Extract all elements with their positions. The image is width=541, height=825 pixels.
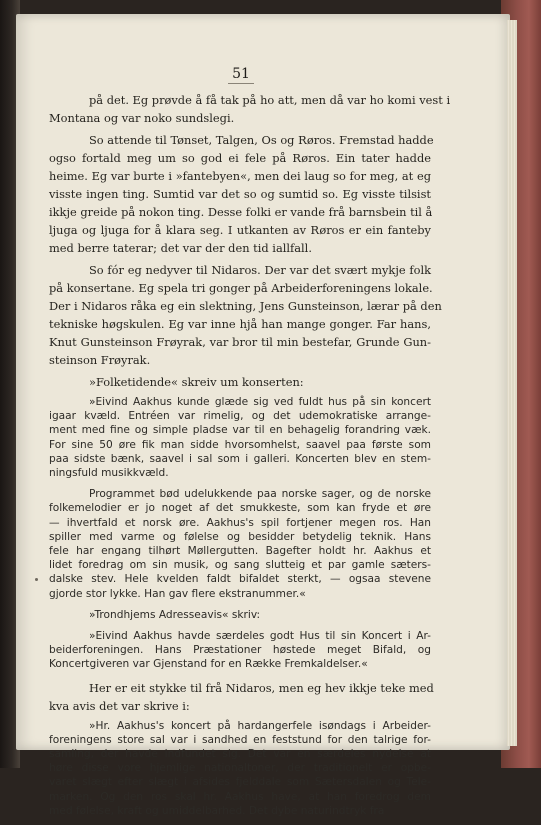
body-paragraph: [49, 131, 434, 257]
text-line: »Folketidende« skreiv um konserten:: [89, 375, 304, 389]
page-text: [49, 91, 451, 825]
text-line: kva avis det var skrive i:: [49, 698, 190, 713]
paragraph-gap: [49, 818, 431, 825]
text-line: heime. Eg var burte i »fantebyen«, men dei laug so for meg, at eg: [49, 169, 431, 183]
text-line: på det. Eg prøvde å få tak på ho att, men då var ho komi vest i: [89, 93, 451, 107]
page-number: 51: [228, 66, 254, 84]
text-line: høre disse vore hjemlige nationaltoner, der traditionelt er opbe-: [49, 762, 431, 775]
text-line: So fór eg nedyver til Nidaros. Der var det svært mykje folk: [89, 263, 431, 277]
text-line: »Hr. Aakhus's koncert på hardangerfele isøndags i Arbeider-: [89, 719, 431, 732]
text-line: spiller med varme og følelse og besidder betydelig teknik. Hans: [49, 530, 431, 543]
text-line: lidet foredrag om sin musik, og sang slutteig et par gamle sæters-: [49, 559, 431, 572]
text-line: visste ingen ting. Sumtid var det so og sumtid so. Eg visste tilsist: [49, 187, 431, 201]
text-line: Montana og var noko sundslegi.: [49, 111, 235, 125]
quote-paragraph: [49, 608, 431, 622]
paragraph-gap: [49, 601, 431, 608]
body-paragraph: [49, 679, 434, 715]
text-line: marken. Og den ros skal hr. Aakhus have, at han foredrog dem: [49, 790, 431, 803]
margin-mark: [35, 578, 38, 581]
body-paragraph: [49, 261, 442, 369]
text-line: varet slægt efter slægt i afsides fjelddale som Sætersdalen og Tele-: [49, 776, 431, 789]
text-line: fele har engang tilhørt Møllergutten. Bagefter holdt hr. Aakhus et: [49, 545, 431, 558]
text-line: For sine 50 øre fik man sidde hvorsomhelst, saavel paa første som: [49, 438, 431, 451]
text-line: Knut Gunsteinson Frøyrak, var bror til min bestefar, Grunde Gun-: [49, 335, 431, 349]
body-paragraph: [49, 91, 451, 127]
text-line: med berre taterar; det var der den tid iallfall.: [49, 241, 312, 255]
text-line: paa sidste bænk, saavel i sal som i galleri. Koncerten blev en stem-: [49, 452, 431, 465]
page-stack-edge: [507, 20, 517, 746]
text-line: Her er eit stykke til frå Nidaros, men eg hev ikkje teke med: [89, 680, 434, 695]
paragraph-gap: [49, 480, 431, 487]
text-line: So attende til Tønset, Talgen, Os og Røros. Fremstad hadde: [89, 133, 434, 147]
quote-paragraph: [49, 719, 431, 818]
text-line: »Eivind Aakhus kunde glæde sig ved fuldt hus på sin koncert: [89, 396, 431, 408]
text-line: med følelse, kraft og umiddelbarhed. Det dybe naturindtryk fra: [49, 804, 385, 817]
text-line: folkemelodier er jo noget af det smukkeste, som kan fryde et øre: [49, 502, 431, 515]
text-line: gjorde stor lykke. Han gav flere ekstranummer.«: [49, 587, 306, 600]
paragraph-gap: [49, 672, 431, 679]
quote-paragraph: [49, 395, 431, 480]
paragraph-gap: [49, 622, 431, 629]
text-line: »Eivind Aakhus havde særdeles godt Hus til sin Koncert i Ar-: [89, 630, 431, 643]
text-line: Koncertgiveren var Gjenstand for en Række Fremkaldelser.«: [49, 658, 368, 671]
text-line: »Trondhjems Adresseavis« skriv:: [89, 608, 261, 621]
body-paragraph: [49, 373, 431, 391]
text-line: ogso fortald meg um so god ei fele på Røros. Ein tater hadde: [49, 151, 431, 165]
text-line: Programmet bød udelukkende paa norske sager, og de norske: [89, 488, 431, 501]
text-line: ningsfuld musikkvæld.: [49, 467, 169, 480]
text-line: ljuga og ljuga for å klara seg. I utkanten av Røros er ein fanteby: [49, 223, 431, 237]
text-line: beiderforeningen. Hans Præstationer høstede meget Bifald, og: [49, 644, 431, 657]
text-line: på konsertane. Eg spela tri gonger på Arbeiderforeningens lokale.: [49, 281, 433, 295]
text-line: tekniske høgskulen. Eg var inne hjå han mange gonger. Far hans,: [49, 317, 431, 331]
text-line: igaar kvæld. Entréen var rimelig, og det udemokratiske arrange-: [49, 410, 431, 423]
quote-paragraph: [49, 487, 431, 601]
text-line: samling, der havde indfundet sig. Det var en særdeles nydelse at: [49, 748, 431, 761]
text-line: Der i Nidaros råka eg ein slektning, Jens Gunsteinson, lærar på den: [49, 299, 442, 313]
text-line: ment med fine og simple pladse var til en behagelig forandring væk.: [49, 424, 431, 437]
text-line: dalske stev. Hele kvelden faldt bifaldet sterkt, — ogsaa stevene: [49, 573, 431, 586]
text-line: steinson Frøyrak.: [49, 353, 151, 367]
text-line: ikkje greide på nokon ting. Desse folki er vande frå barnsbein til å: [49, 205, 433, 219]
text-line: — ihvertfald et norsk øre. Aakhus's spil fortjener megen ros. Han: [49, 516, 431, 529]
quote-paragraph: [49, 629, 431, 672]
text-line: foreningens store sal var i sandhed en feststund for den talrige for-: [49, 733, 431, 746]
